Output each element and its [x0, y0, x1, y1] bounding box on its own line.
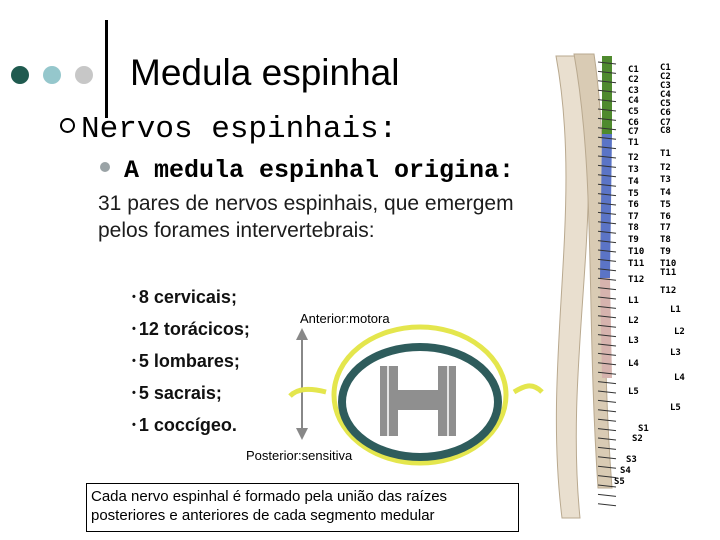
spine-label-left: T2	[628, 153, 639, 163]
bullet-level1	[60, 112, 397, 147]
spine-label-left: C5	[628, 107, 639, 117]
spine-label-left: T8	[628, 223, 639, 233]
list-item: • 8 cervicais;	[132, 287, 237, 307]
spine-label-right: C8	[660, 126, 671, 136]
spine-label-right: L5	[670, 403, 681, 413]
spine-label-right: L1	[670, 305, 681, 315]
spine-label-left: L4	[628, 359, 639, 369]
list-item: • 5 lombares;	[132, 351, 240, 371]
spine-label-left: T6	[628, 200, 639, 210]
spine-label-left: T10	[628, 247, 645, 257]
vertebra-tick	[598, 494, 616, 496]
spine-label-left: T1	[628, 138, 639, 148]
spine-label-left: T3	[628, 165, 639, 175]
posterior-label: Posterior:sensitiva	[246, 448, 353, 463]
header-dot-3	[75, 66, 93, 84]
spine-label-right: T6	[660, 212, 671, 222]
spine-label-left: T9	[628, 235, 639, 245]
spine-label-right: T3	[660, 175, 671, 185]
bullet-dot-icon	[100, 162, 110, 172]
spine-label-right: T12	[660, 286, 677, 296]
header-dot-1	[11, 66, 29, 84]
spine-label-left: L1	[628, 296, 639, 306]
nerve-root-left	[290, 389, 326, 396]
spine-label-right: C2	[660, 72, 671, 82]
bullet-level2-text: A medula espinhal origina:	[124, 156, 515, 185]
list-item: • 12 torácicos;	[132, 319, 250, 339]
spine-label-right: T2	[660, 163, 671, 173]
spinal-cord-cross-section	[280, 318, 550, 468]
spine-label-left: C2	[628, 75, 639, 85]
spine-label-left: C3	[628, 86, 639, 96]
spine-label-right: T9	[660, 247, 671, 257]
paragraph: 31 pares de nervos espinhais, que emergem pelos forames intervertebrais:	[98, 192, 514, 242]
spine-diagram	[528, 48, 718, 538]
spine-label-right: T7	[660, 223, 671, 233]
spine-label-left: S1	[638, 424, 649, 434]
spine-label-right: T8	[660, 235, 671, 245]
spine-label-right: T1	[660, 149, 671, 159]
bullet-level1-text: Nervos espinhais:	[81, 112, 398, 147]
thoracic-segment	[600, 134, 612, 278]
list-item: • 1 coccígeo.	[132, 415, 237, 435]
spine-label-left: C6	[628, 118, 639, 128]
spine-label-right: C3	[660, 81, 671, 91]
cervical-segment	[602, 56, 612, 134]
spine-label-left: C7	[628, 127, 639, 137]
spine-label-left: C1	[628, 65, 639, 75]
spine-label-left: T12	[628, 275, 645, 285]
spine-label-left: T7	[628, 212, 639, 222]
spine-label-right: C1	[660, 63, 671, 73]
spine-label-left: L5	[628, 387, 639, 397]
spine-label-left: C4	[628, 96, 639, 106]
gray-matter-h	[380, 366, 456, 436]
list-item: • 5 sacrais;	[132, 383, 222, 403]
spine-label-right: T11	[660, 268, 677, 278]
spine-label-right: C5	[660, 99, 671, 109]
spine-label-right: C7	[660, 118, 671, 128]
spine-label-left: L2	[628, 316, 639, 326]
vertebra-tick	[598, 504, 616, 506]
anterior-label: Anterior:motora	[300, 311, 390, 326]
spine-label-right: L4	[674, 373, 685, 383]
spine-labels-right	[660, 63, 685, 413]
spine-labels-left	[614, 65, 649, 487]
spine-label-left: S2	[632, 434, 643, 444]
spine-label-right: C4	[660, 90, 671, 100]
spine-label-left: L3	[628, 336, 639, 346]
header-dot-2	[43, 66, 61, 84]
arrow-head-up	[296, 328, 308, 340]
spine-label-left: T11	[628, 259, 645, 269]
spine-label-right: T4	[660, 188, 671, 198]
nerve-list	[132, 283, 250, 443]
header-divider	[105, 20, 108, 118]
spine-label-right: L3	[670, 348, 681, 358]
slide-title: Medula espinhal	[130, 52, 400, 93]
note-box: Cada nervo espinhal é formado pela união das raízes posteriores e anteriores de cada segmento medular	[86, 483, 519, 532]
spine-label-left: S3	[626, 455, 637, 465]
spine-label-right: L2	[674, 327, 685, 337]
spine-label-left: S5	[614, 477, 625, 487]
spine-label-right: T10	[660, 259, 677, 269]
bullet-level2	[100, 156, 514, 185]
arrow-head-down	[296, 428, 308, 440]
spine-label-left: S4	[620, 466, 631, 476]
spine-label-right: T5	[660, 200, 671, 210]
spine-label-right: C6	[660, 108, 671, 118]
hollow-bullet-icon	[60, 118, 75, 133]
spine-label-left: T5	[628, 189, 639, 199]
spine-label-left: T4	[628, 177, 639, 187]
